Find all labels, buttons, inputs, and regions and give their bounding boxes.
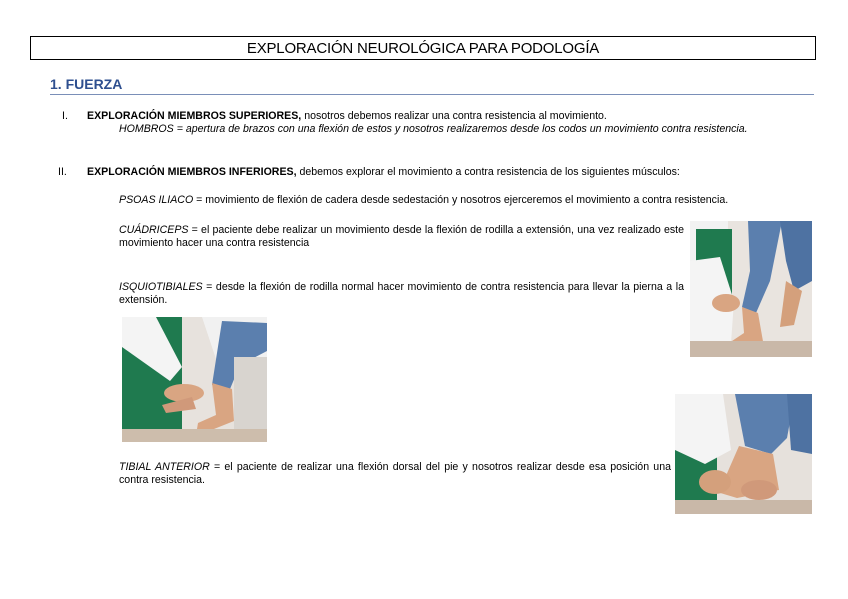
psoas-paragraph <box>119 194 814 207</box>
hombros-paragraph <box>119 123 812 136</box>
item-text: nosotros debemos realizar una contra resistencia al movimiento. <box>301 110 607 122</box>
item-heading: EXPLORACIÓN MIEMBROS SUPERIORES, <box>87 110 302 122</box>
muscle-text: = el paciente de realizar una flexión dorsal del pie y nosotros realizar desde esa posición una contra resistencia. <box>119 461 671 486</box>
item-lower-limbs <box>87 166 814 179</box>
muscle-text: = movimiento de flexión de cadera desde sedestación y nosotros ejerceremos el movimiento a contra resistencia. <box>193 194 729 206</box>
muscle-text: = el paciente debe realizar un movimiento desde la flexión de rodilla a extensión, una vez realizado este movimiento hacer una contra resistencia <box>119 224 684 249</box>
quadriceps-exam-photo <box>690 221 812 357</box>
item-upper-limbs <box>87 110 814 123</box>
muscle-text: = apertura de brazos con una flexión de estos y nosotros realizaremos desde los codos un movimiento contra resistencia. <box>173 123 748 135</box>
muscle-label: CUÁDRICEPS <box>119 224 189 236</box>
isquiotibiales-paragraph <box>119 281 684 307</box>
item-text: debemos explorar el movimiento a contra resistencia de los siguientes músculos: <box>296 166 680 178</box>
item-heading: EXPLORACIÓN MIEMBROS INFERIORES, <box>87 166 297 178</box>
muscle-label: HOMBROS <box>119 123 174 135</box>
muscle-label: ISQUIOTIBIALES <box>119 281 203 293</box>
document-title <box>30 36 816 60</box>
item-numeral: II. <box>58 166 67 178</box>
muscle-label: TIBIAL ANTERIOR <box>119 461 210 473</box>
tibialis-anterior-exam-photo <box>675 394 812 514</box>
document-title-text: EXPLORACIÓN NEUROLÓGICA PARA PODOLOGÍA <box>246 39 600 57</box>
cuadriceps-paragraph <box>119 224 684 250</box>
hamstrings-exam-photo <box>122 317 267 442</box>
item-numeral: I. <box>62 110 68 122</box>
section-heading: 1. FUERZA <box>50 76 814 95</box>
muscle-label: PSOAS ILIACO <box>119 194 194 206</box>
muscle-text: = desde la flexión de rodilla normal hacer movimiento de contra resistencia para llevar la pierna a la extensión. <box>119 281 684 306</box>
tibial-anterior-paragraph <box>119 461 671 487</box>
